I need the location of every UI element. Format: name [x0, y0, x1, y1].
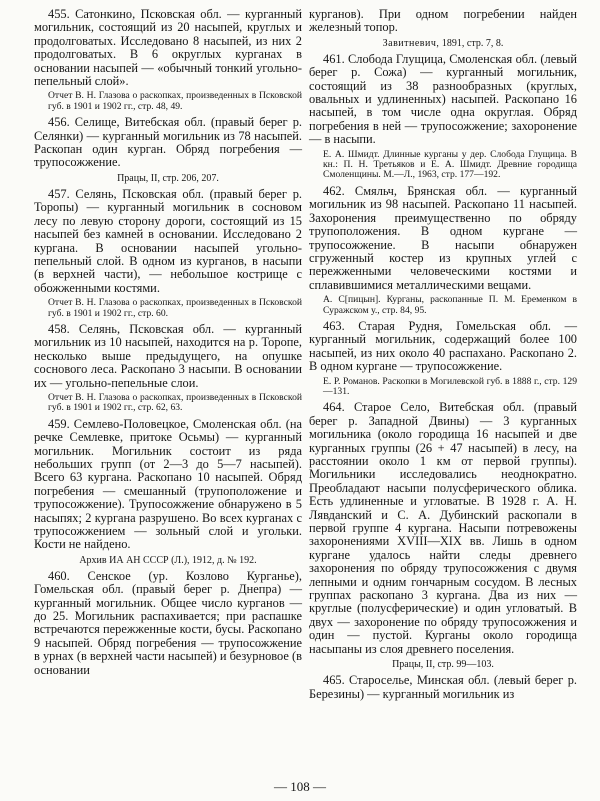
- source-note: Отчет В. Н. Глазова о раскопках, произведенных в Псковской губ. в 1901 и 1902 гг., стр. 60.: [48, 297, 302, 319]
- source-note: А. С[пицын]. Курганы, раскопанные П. М. Еременком в Суражском у., стр. 84, 95.: [323, 294, 577, 316]
- source-note: Архив ИА АН СССР (Л.), 1912, д. № 192.: [79, 554, 257, 566]
- source-note: Отчет В. Н. Глазова о раскопках, произведенных в Псковской губ. в 1901 и 1902 гг., стр. 48, 49.: [48, 90, 302, 112]
- right-column: [309, 8, 577, 704]
- page-number: — 108 —: [274, 779, 326, 794]
- entry-460-continuation: курганов). При одном погребении найден железный топор.: [309, 7, 577, 35]
- entry-456: 456. Селище, Витебская обл. (правый берег р. Селянки) — курганный могильник из 78 насыпей. Раскопан один курган. Обряд погребения — трупосожжение.: [34, 115, 302, 170]
- entry-460: 460. Сенское (ур. Козлово Курганье), Гомельская обл. (правый берег р. Днепра) — курганный могильник. Общее число курганов — до 25. Могильник распахивается; при распашке встречаются пережженные кости, бусы. Раскопано 9 насыпей. Обряд погребения — трупосожжение в урнах (в верхней части насыпей) и безурновое (в основании: [34, 568, 302, 677]
- source-note: Отчет В. Н. Глазова о раскопках, произведенных в Псковской губ. в 1901 и 1902 гг., стр. 62, 63.: [48, 391, 302, 414]
- entry-459: 459. Семлево-Половецкое, Смоленская обл. (на речке Семлевке, притоке Осьмы) — курганный могильник. Могильник состоит из ряда небольших групп (от 2—3 до 5—7 насыпей). Всего 63 кургана. Раскопано 10 насыпей. Обряд погребения — смешанный (трупоположение и трупосожжение). Трупосожжение обнаружено в 5 насыпях; 2 кургана разрушено. Во всех курганах с трупосожжением — зольный слой и угольки. Кости не найдено.: [34, 416, 302, 552]
- entry-457: 457. Селянь, Псковская обл. (правый берег р. Торопы) — курганный могильник в сосновом лесу по левую сторону дороги, состоящий из 15 насыпей без камней в основании. Исследовано 2 кургана. В основании насыпей угольно-пепельный слой. В одном из курганов, в насыпи (в верхней части), — небольшое кострище с обожженными костями.: [34, 186, 302, 295]
- entry-455: 455. Сатонкино, Псковская обл. — курганный могильник, состоящий из 20 насыпей, круглых и продолговатых. Исследовано 8 насыпей, из них 2 продолговатых. В 6 округлых курганах в основании насыпей — «обычный тонкий угольно-пепельный слой».: [34, 7, 302, 89]
- entry-463: 463. Старая Рудня, Гомельская обл. — курганный могильник, содержащий более 100 насыпей, из них около 40 распахано. Раскопано 2. В одном кургане — трупосожжение.: [309, 318, 577, 374]
- source-note: Е. Р. Романов. Раскопки в Могилевской губ. в 1888 г., стр. 129—131.: [323, 375, 577, 397]
- entry-465: 465. Старосельe, Минская обл. (левый берег р. Березины) — курганный могильник из: [309, 673, 577, 701]
- source-note: Е. А. Шмидт. Длинные курганы у дер. Слобода Глущица. В кн.: П. Н. Третьяков и Е. А. Шмидт. Древние городища Смоленщины. М.—Л., 1963, стр. 177—192.: [323, 148, 577, 181]
- entry-464: 464. Старое Село, Витебская обл. (правый берег р. Западной Двины) — 3 курганных могильника (около городища 16 насыпей и две курганных группы (26 + 47 насыпей) в лесу, на расстоянии около 1 км от первой группы). Могильники исследовались неоднократно. Преобладают насыпи полусферического облика. Есть удлиненные и угловатые. В 1928 г. А. Н. Лявданский и С. А. Дубинский раскопали в первой группе 4 кургана. Насыпи потревожены захоронениями XVIII—XIX вв. Лишь в одном кургане удалось найти следы древнего захоронения по обряду трупосожжения с двумя лепными и одним гончарным сосудом. В лесных группах раскопано 3 кургана. Два из них — круглые (полусферические) и один угловатый. В двух — захоронение по обряду трупосожжения и один — пустой. Курганы около городища насыпаны из слоя древнего поселения.: [309, 400, 577, 656]
- source-ref: 1891, стр. 7, 8.: [441, 37, 504, 49]
- source-note: [309, 38, 577, 49]
- entry-458: 458. Селянь, Псковская обл. — курганный могильник из 10 насыпей, находится на р. Торопе, несколько выше предыдущего, на опушке соснового леса. Раскопано 3 насыпи. В основании их — угольно-пепельные слои.: [34, 321, 302, 390]
- source-note: Працы, II, стр. 206, 207.: [117, 172, 219, 184]
- source-note: Працы, II, стр. 99—103.: [392, 659, 494, 671]
- source-author: Завитневич,: [382, 37, 440, 49]
- entry-461: 461. Слобода Глущица, Смоленская обл. (левый берег р. Сожа) — курганный могильник, состоящий из 38 разнообразных (круглых, овальных и удлиненных) насыпей. Раскопано 16 насыпей, в том числе одна округлая. Обряд погребения в ней — трупосожжение; захоронение — в насыпи.: [309, 51, 577, 147]
- left-column: [34, 8, 302, 680]
- entry-462: 462. Смяльч, Брянская обл. — курганный могильник из 98 насыпей. Раскопано 11 насыпей. Захоронения преимущественно по обряду трупоположения. В одном кургане — трупосожжение. В насыпи обнаружен сгруженный костер из крупных углей с пережженными человеческими костями и сплавившимися металлическими вещами.: [309, 183, 577, 292]
